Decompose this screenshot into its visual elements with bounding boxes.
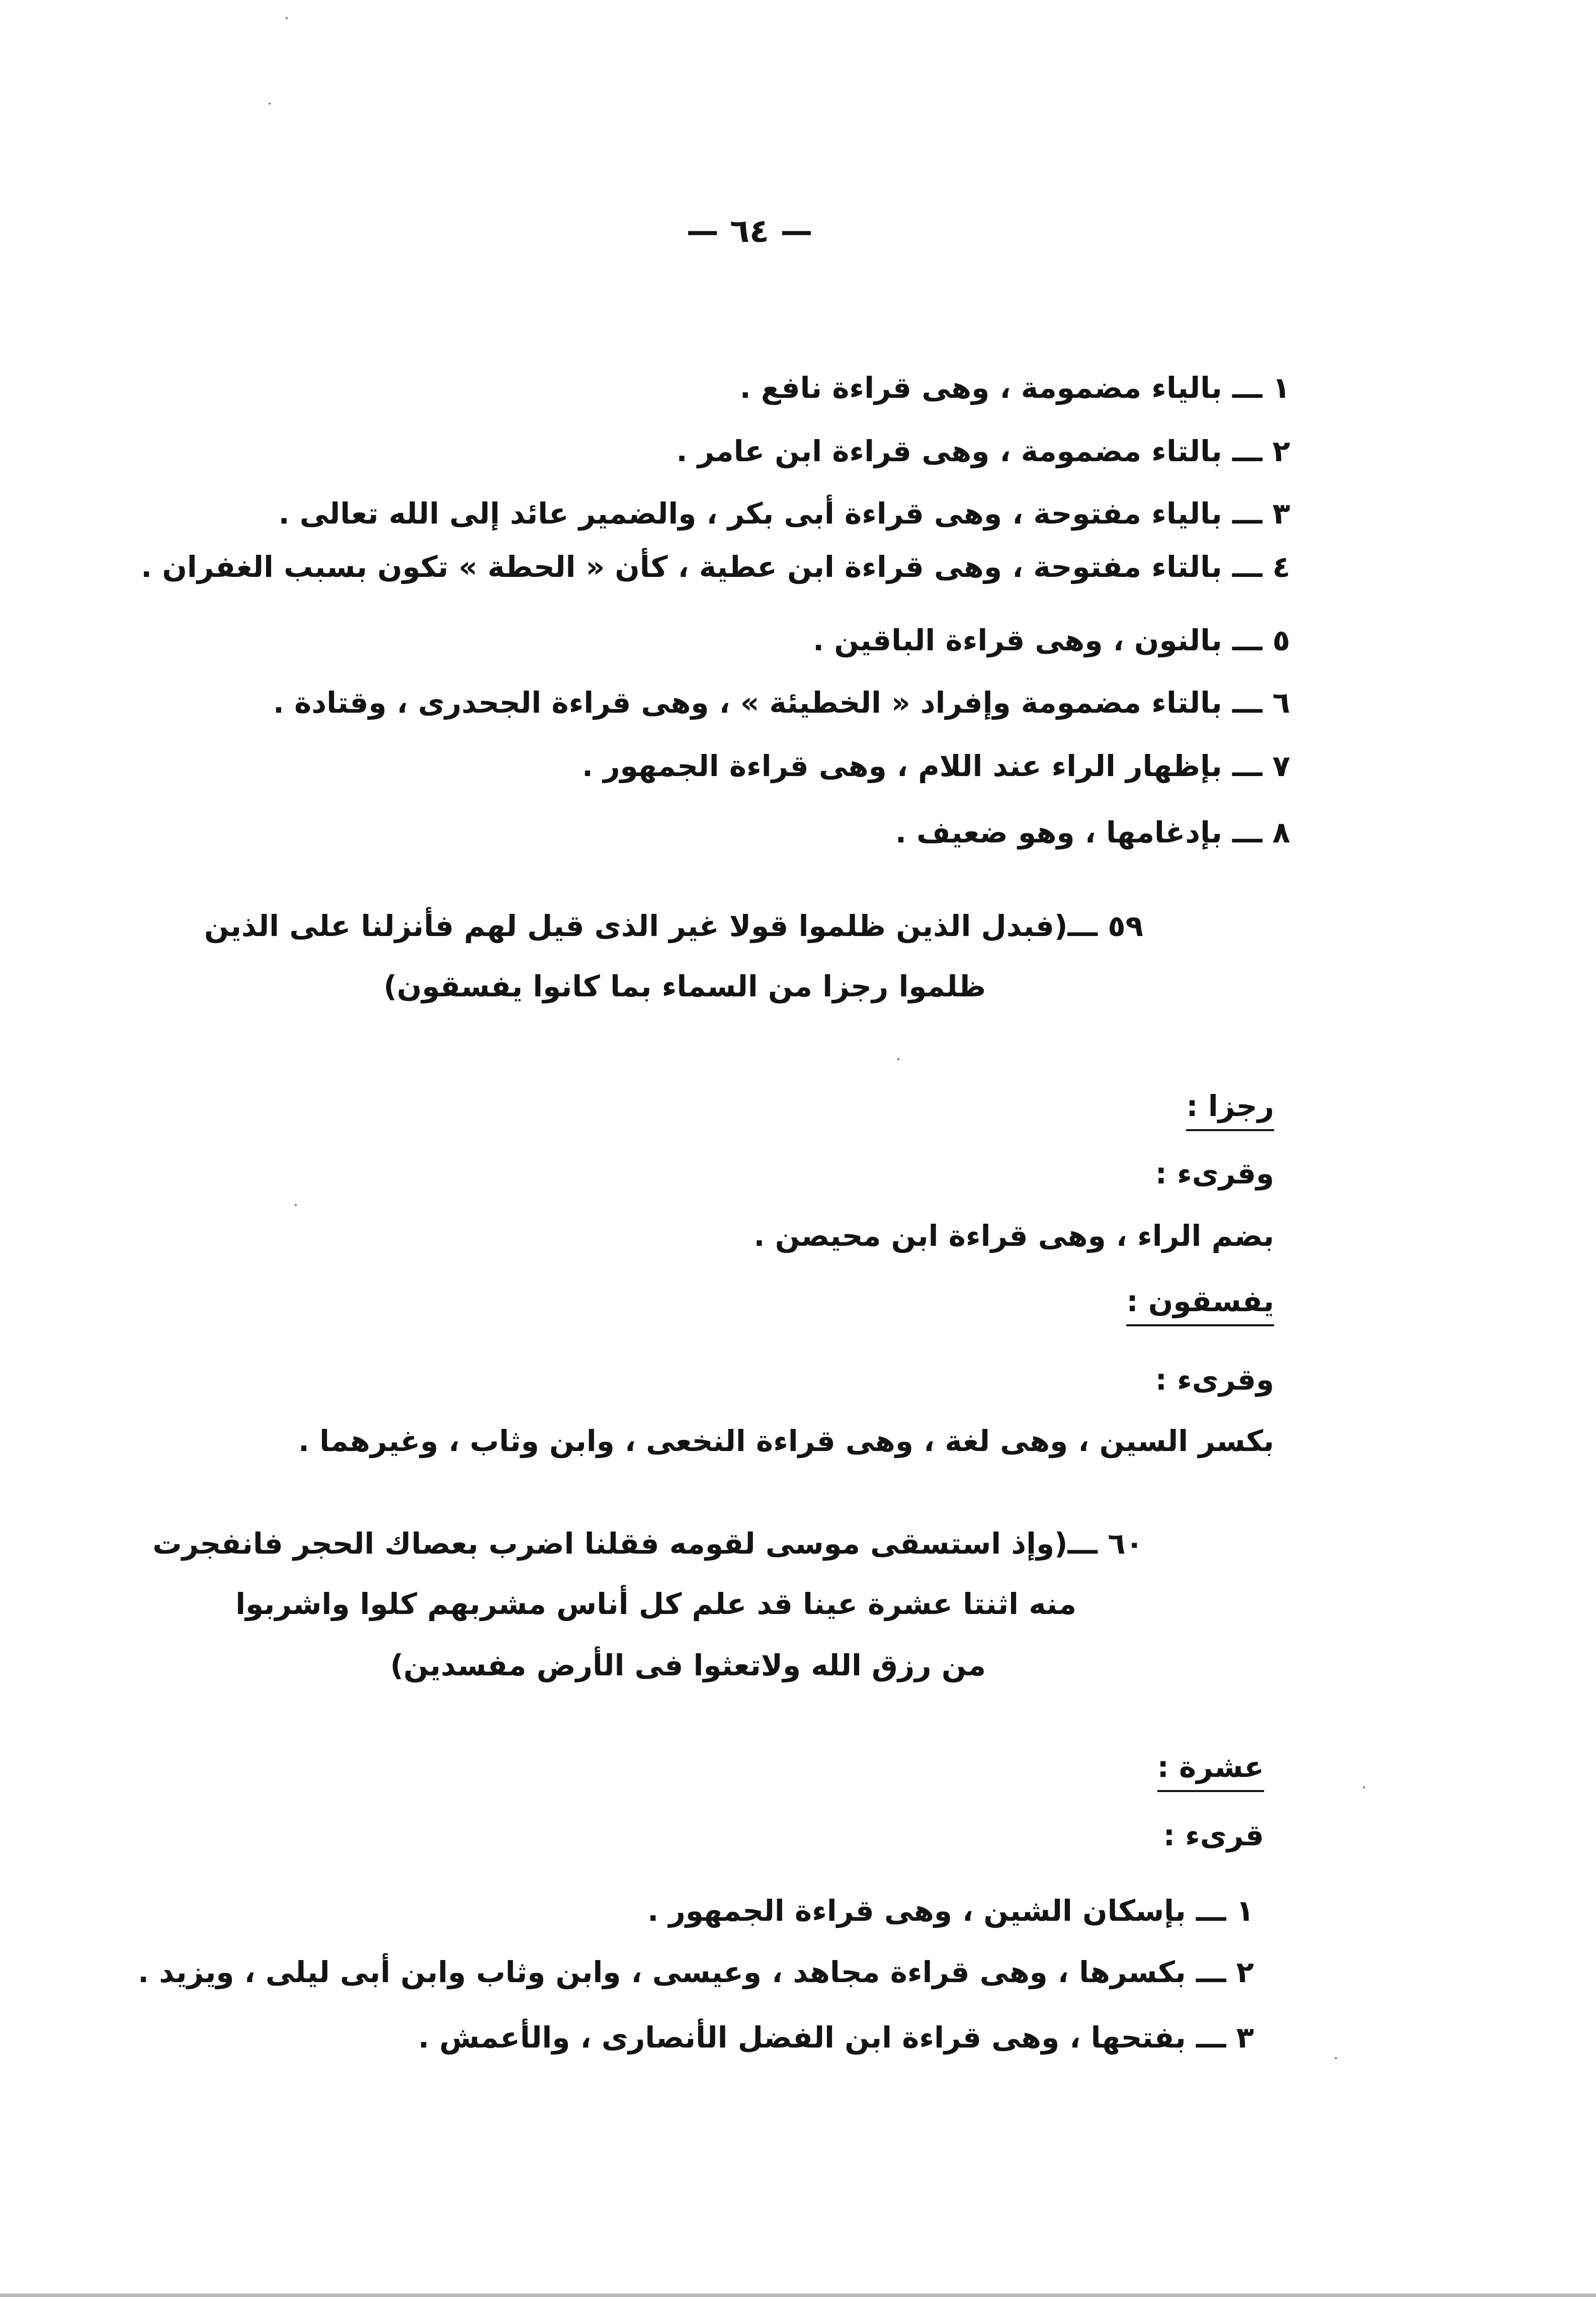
reading-line-3: ٣ ـــ بالياء مفتوحة ، وهى قراءة أبى بكر ، والضمير عائد إلى الله تعالى . <box>278 496 1290 531</box>
page-number: — ٦٤ — <box>686 213 813 250</box>
scan-bottom-edge <box>0 2293 1596 2297</box>
verse-59-line-2: ظلموا رجزا من السماء بما كانوا يفسقون) <box>383 969 986 1003</box>
word-heading-rijzan <box>1186 1091 1274 1121</box>
variant-label-3: قرىء : <box>1163 1818 1264 1852</box>
word-heading-rijzan-text: رجزا : <box>1186 1089 1274 1131</box>
verse-60-line-1: ٦٠ ـــ(وإذ استسقى موسى لقومه فقلنا اضرب بعصاك الحجر فانفجرت <box>152 1526 1143 1561</box>
reading-line-5: ٥ ـــ بالنون ، وهى قراءة الباقين . <box>813 623 1290 657</box>
scan-speck <box>295 1204 297 1206</box>
reading-line-4: ٤ ـــ بالتاء مفتوحة ، وهى قراءة ابن عطية ، كأن « الحطة » تكون بسبب الغفران . <box>141 550 1290 584</box>
reading-line-7: ٧ ـــ بإظهار الراء عند اللام ، وهى قراءة الجمهور . <box>582 749 1290 783</box>
word-heading-ashrata <box>1157 1750 1264 1784</box>
variant-reading-2: بكسر السين ، وهى لغة ، وهى قراءة النخعى ، وابن وثاب ، وغيرهما . <box>298 1424 1274 1458</box>
variant-label-1: وقرىء : <box>1155 1156 1274 1190</box>
reading-line-6: ٦ ـــ بالتاء مضمومة وإفراد « الخطيئة » ، وهى قراءة الجحدرى ، وقتادة . <box>273 686 1290 720</box>
reading-line-1: ١ ـــ بالياء مضمومة ، وهى قراءة نافع . <box>739 371 1290 405</box>
variant-reading-1: بضم الراء ، وهى قراءة ابن محيصن . <box>753 1219 1274 1253</box>
verse-60-line-3: من رزق الله ولاتعثوا فى الأرض مفسدين) <box>390 1648 986 1682</box>
word-heading-yafsuqun-text: يفسقون : <box>1126 1284 1274 1326</box>
reading-line-2: ٢ ـــ بالتاء مضمومة ، وهى قراءة ابن عامر . <box>676 434 1290 468</box>
variant-label-2: وقرىء : <box>1155 1363 1274 1397</box>
scan-speck <box>269 103 271 105</box>
word-heading-ashrata-text: عشرة : <box>1157 1750 1264 1792</box>
variant-reading-3-2: ٢ ـــ بكسرها ، وهى قراءة مجاهد ، وعيسى ، وابن وثاب وابن أبى ليلى ، ويزيد . <box>138 1955 1254 1989</box>
reading-line-8: ٨ ـــ بإدغامها ، وهو ضعيف . <box>895 815 1290 849</box>
variant-reading-3-1: ١ ـــ بإسكان الشين ، وهى قراءة الجمهور . <box>647 1894 1254 1928</box>
scan-speck <box>1363 1786 1365 1789</box>
scan-speck <box>1335 2057 1337 2059</box>
scan-speck <box>286 17 288 19</box>
scan-speck <box>897 1058 899 1060</box>
verse-59-line-1: ٥٩ ـــ(فبدل الذين ظلموا قولا غير الذى قيل لهم فأنزلنا على الذين <box>204 909 1143 943</box>
word-heading-yafsuqun <box>1126 1284 1274 1318</box>
variant-reading-3-3: ٣ ـــ بفتحها ، وهى قراءة ابن الفضل الأنصارى ، والأعمش . <box>418 2020 1254 2055</box>
verse-60-line-2: منه اثنتا عشرة عينا قد علم كل أناس مشربهم كلوا واشربوا <box>235 1587 1076 1621</box>
